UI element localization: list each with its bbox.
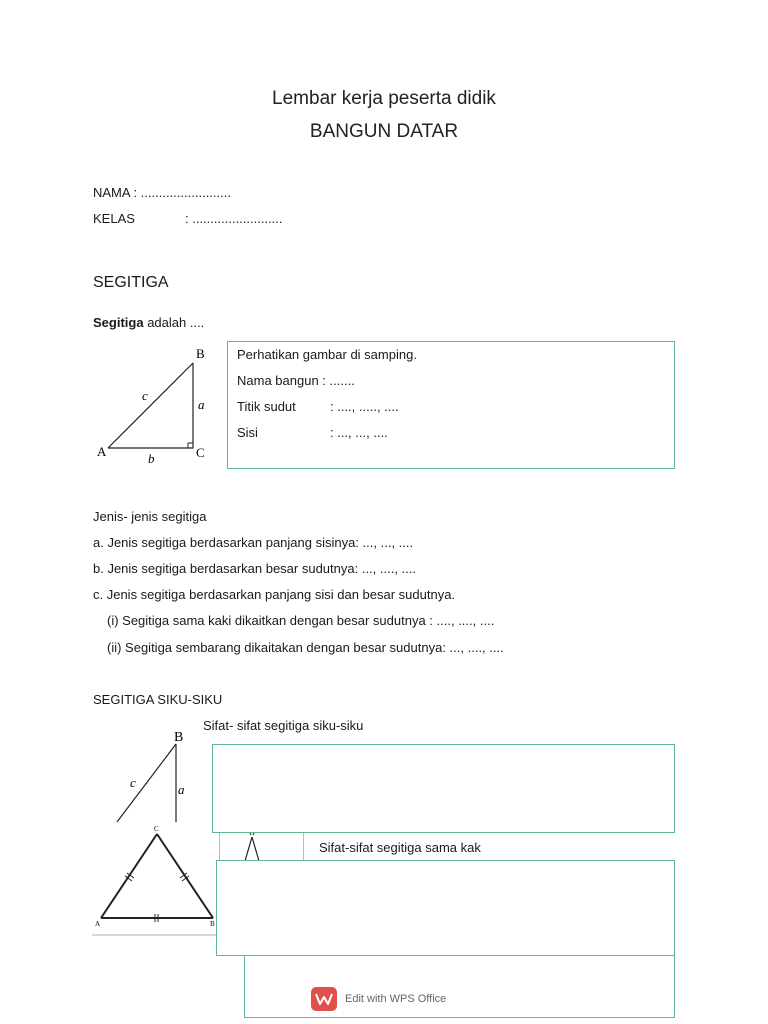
- siku-side-a-label: a: [178, 782, 185, 797]
- iso-left-side: [101, 834, 157, 918]
- info-box: [227, 341, 675, 469]
- bottom-box: [244, 956, 675, 1018]
- side-c-label: c: [142, 388, 148, 403]
- right-angle-marker: [188, 443, 193, 448]
- page-title: Lembar kerja peserta didik: [272, 88, 496, 109]
- jenis-subitem-i: (i) Segitiga sama kaki dikaitkan dengan besar sudutnya : ...., ...., ....: [107, 613, 495, 628]
- vertex-a-label: A: [97, 444, 107, 459]
- siku-vertex-b-label: B: [174, 730, 184, 745]
- definition-term: Segitiga: [93, 315, 144, 330]
- isosceles-triangle-figure: [92, 822, 222, 937]
- siku-side-c: [117, 744, 176, 822]
- titik-sudut-value: : ...., ....., ....: [330, 399, 399, 414]
- small-triangle-icon: [242, 831, 262, 861]
- kelas-field: : .........................: [185, 211, 283, 226]
- page-subtitle: BANGUN DATAR: [309, 121, 459, 142]
- right-triangle-figure: [92, 342, 222, 467]
- siku-sifat-box: [212, 744, 675, 833]
- iso-vertex-a-label: A: [95, 920, 101, 928]
- sama-kaki-sifat-label: Sifat-sifat segitiga sama kak: [319, 840, 481, 855]
- info-line-1: Perhatikan gambar di samping.: [237, 347, 417, 362]
- iso-vertex-c-label: C: [154, 825, 159, 833]
- titik-sudut-label: Titik sudut: [237, 399, 296, 414]
- siku-side-c-label: c: [130, 775, 136, 790]
- side-a-label: a: [198, 397, 205, 412]
- sisi-value: : ..., ..., ....: [330, 425, 388, 440]
- kelas-label: KELAS: [93, 211, 135, 226]
- wps-logo-icon: [311, 987, 337, 1011]
- iso-right-side: [157, 834, 213, 918]
- segitiga-heading: SEGITIGA: [93, 274, 169, 291]
- sama-kaki-sifat-box: [216, 860, 675, 956]
- table-fragment: [219, 833, 676, 861]
- side-b-label: b: [148, 451, 155, 466]
- nama-bangun-field: Nama bangun : .......: [237, 373, 355, 388]
- jenis-subitem-ii: (ii) Segitiga sembarang dikaitakan dengan besar sudutnya: ..., ...., ....: [107, 640, 504, 655]
- jenis-item-a: a. Jenis segitiga berdasarkan panjang sisinya: ..., ..., ....: [93, 535, 414, 550]
- jenis-item-c: c. Jenis segitiga berdasarkan panjang sisi dan besar sudutnya.: [93, 587, 456, 602]
- nama-field: NAMA : .........................: [93, 185, 231, 200]
- definition-text: adalah ....: [143, 315, 205, 330]
- siku-triangle-figure: [112, 724, 192, 824]
- table-divider: [303, 833, 304, 861]
- jenis-item-b: b. Jenis segitiga berdasarkan besar sudutnya: ..., ...., ....: [93, 561, 417, 576]
- segitiga-definition: [93, 315, 204, 330]
- siku-heading: SEGITIGA SIKU-SIKU: [93, 692, 223, 707]
- sisi-label: Sisi: [237, 425, 258, 440]
- vertex-b-label: B: [196, 346, 205, 361]
- wps-watermark-text: Edit with WPS Office: [345, 993, 447, 1005]
- iso-vertex-b-label: B: [210, 920, 215, 928]
- vertex-c-label: C: [196, 445, 205, 460]
- jenis-heading: Jenis- jenis segitiga: [93, 509, 207, 524]
- wps-watermark[interactable]: [311, 987, 446, 1011]
- siku-sifat-label: Sifat- sifat segitiga siku-siku: [203, 718, 364, 733]
- side-c: [108, 363, 193, 448]
